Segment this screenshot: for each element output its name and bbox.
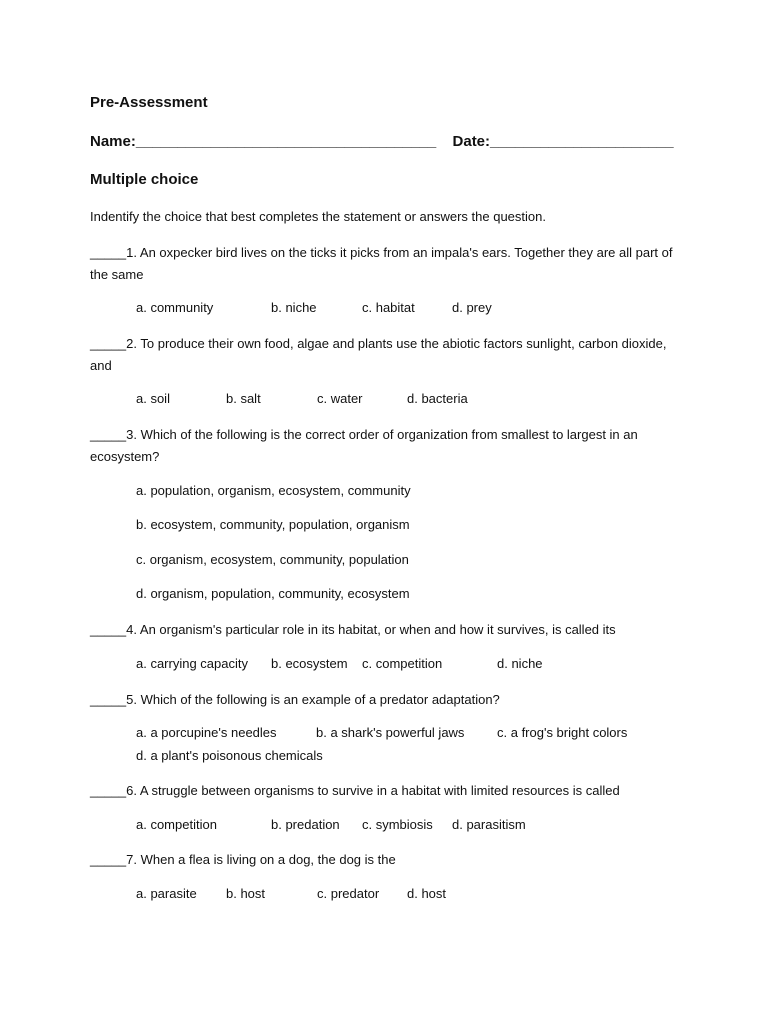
question-6: [90, 780, 690, 802]
question-3: [90, 424, 690, 468]
option-a: a. soil: [136, 391, 170, 406]
option-c: c. a frog's bright colors: [497, 725, 628, 740]
option-a: a. competition: [136, 817, 217, 832]
question-2: [90, 333, 690, 377]
question-1: [90, 242, 690, 286]
question-text: 4. An organism's particular role in its habitat, or when and how it survives, is called its: [126, 622, 616, 637]
option-d: d. organism, population, community, ecosystem: [136, 586, 410, 601]
instructions: Indentify the choice that best completes the statement or answers the question.: [90, 209, 546, 224]
option-c: c. habitat: [362, 300, 415, 315]
answer-blank: _____: [90, 783, 127, 798]
option-a: a. community: [136, 300, 214, 315]
option-a: a. a porcupine's needles: [136, 725, 277, 740]
option-b: b. predation: [271, 817, 340, 832]
answer-blank: _____: [90, 427, 127, 442]
question-text: 3. Which of the following is the correct order of organization from smallest to largest in an ecosystem?: [90, 427, 638, 464]
option-d: d. bacteria: [407, 391, 468, 406]
page-title: Pre-Assessment: [90, 94, 208, 111]
answer-blank: _____: [90, 622, 127, 637]
option-b: b. host: [226, 886, 266, 901]
question-text: 1. An oxpecker bird lives on the ticks it picks from an impala's ears. Together they are all part of the same: [90, 245, 673, 282]
option-c: c. symbiosis: [362, 817, 433, 832]
option-d: d. prey: [452, 300, 492, 315]
option-c: c. predator: [317, 886, 380, 901]
name-label: Name:____________________________________: [90, 133, 437, 150]
option-d: d. host: [407, 886, 447, 901]
option-d: d. parasitism: [452, 817, 526, 832]
option-a: a. carrying capacity: [136, 656, 248, 671]
answer-blank: _____: [90, 852, 127, 867]
option-c: c. competition: [362, 656, 443, 671]
option-d: d. niche: [497, 656, 543, 671]
question-text: 2. To produce their own food, algae and plants use the abiotic factors sunlight, carbon dioxide, and: [90, 336, 667, 373]
answer-blank: _____: [90, 245, 127, 260]
question-text: 6. A struggle between organisms to survive in a habitat with limited resources is called: [126, 783, 620, 798]
question-4: [90, 619, 690, 641]
option-a: a. population, organism, ecosystem, community: [136, 483, 411, 498]
question-text: 5. Which of the following is an example of a predator adaptation?: [126, 692, 500, 707]
option-d: d. a plant's poisonous chemicals: [136, 748, 323, 763]
option-b: b. ecosystem, community, population, organism: [136, 517, 410, 532]
section-heading: Multiple choice: [90, 171, 199, 188]
option-c: c. water: [317, 391, 363, 406]
date-label: Date:______________________: [452, 133, 674, 150]
option-a: a. parasite: [136, 886, 197, 901]
option-b: b. ecosystem: [271, 656, 348, 671]
answer-blank: _____: [90, 336, 127, 351]
question-5: [90, 689, 690, 711]
option-b: b. salt: [226, 391, 261, 406]
answer-blank: _____: [90, 692, 127, 707]
name-field-line: [90, 133, 674, 150]
option-c: c. organism, ecosystem, community, population: [136, 552, 409, 567]
option-b: b. a shark's powerful jaws: [316, 725, 465, 740]
option-b: b. niche: [271, 300, 317, 315]
question-text: 7. When a flea is living on a dog, the dog is the: [126, 852, 396, 867]
question-7: [90, 849, 690, 871]
